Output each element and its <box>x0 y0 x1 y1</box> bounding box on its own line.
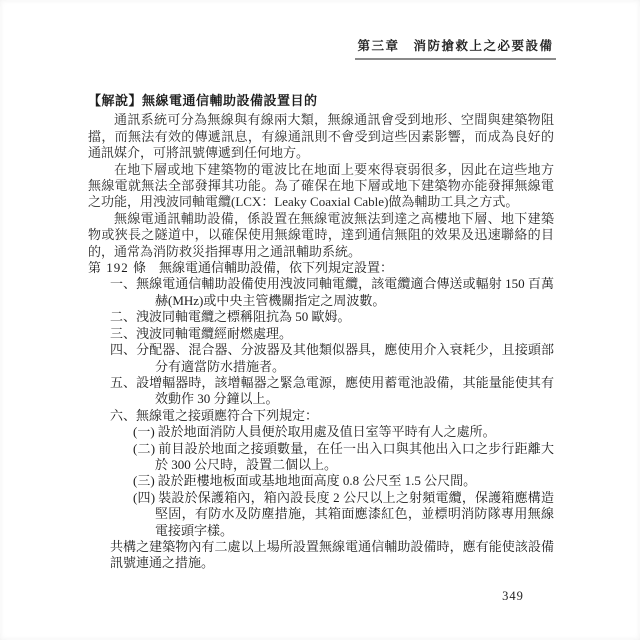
law-subitem-text: 前目設於地面之接頭數量，在任一出入口與其他出入口之步行距離大於 300 公尺時，設置二個以上。 <box>155 440 554 472</box>
article-number: 第 192 條 <box>88 260 148 276</box>
law-subitem-4 <box>88 490 554 539</box>
law-subitem-text: 設於距樓地板面或基地地面高度 0.8 公尺至 1.5 公尺間。 <box>157 473 477 489</box>
law-item-6 <box>88 408 554 424</box>
law-subitem-label: (三) <box>133 473 155 489</box>
law-subitem-label: (二) <box>133 440 156 456</box>
running-head-chapter-title: 第三章 消防搶救上之必要設備 <box>355 36 556 60</box>
law-item-5 <box>88 375 554 408</box>
law-item-text: 洩波同軸電纜之標稱阻抗為 50 歐姆。 <box>136 309 351 325</box>
explanation-heading: 【解說】無線電通信輔助設備設置目的 <box>88 93 318 108</box>
law-item-label: 六、 <box>110 407 137 423</box>
law-item-text: 分配器、混合器、分波器及其他類似器具，應使用介入衰耗少，且接頭部分有適當防水措施者。 <box>136 342 554 374</box>
law-item-label: 四、 <box>110 342 137 358</box>
law-item-label: 一、 <box>110 276 137 292</box>
explanation-paragraph: 在地下層或地下建築物的電波比在地面上要來得衰弱很多，因此在這些地方無線電就無法全部發揮其功能。為了確保在地下層或地下建築物亦能發揮無線電之功能，用洩波同軸電纜(LCX：Leaky Coaxial Cable)做為輔助工具之方式。 <box>88 161 554 210</box>
page-number: 349 <box>502 589 524 603</box>
law-item-label: 二、 <box>110 309 137 325</box>
law-item-text: 設增輻器時，該增輻器之緊急電源，應使用蓄電池設備，其能量能使其有效動作 30 分鐘以上。 <box>136 374 554 407</box>
law-subitem-label: (一) <box>133 424 155 440</box>
page-body <box>88 93 554 572</box>
law-item-label: 三、 <box>110 325 137 341</box>
explanation-paragraph: 通訊系統可分為無線與有線兩大類，無線通訊會受到地形、空間與建築物阻擋，而無法有效的傳遞訊息，有線通訊則不會受到這些因素影響，而成為良好的通訊媒介，可將訊號傳遞到任何地方。 <box>88 112 554 161</box>
law-item-1 <box>88 276 554 309</box>
law-subitem-2 <box>88 441 554 474</box>
law-item-text: 無線電通信輔助設備使用洩波同軸電纜，該電纜適合傳送或輻射 150 百萬赫(MHz)或中央主管機關指定之周波數。 <box>136 276 554 308</box>
law-subitem-label: (四) <box>133 489 156 505</box>
law-subitem-text: 裝設於保護箱內，箱內設長度 2 公尺以上之射頻電纜，保護箱應構造堅固，有防水及防塵措施，其箱面應漆紅色，並標明消防隊專用無線電接頭字樣。 <box>155 489 554 538</box>
article-closing-paragraph: 共構之建築物內有二處以上場所設置無線電通信輔助設備時，應有能使該設備訊號連通之措施。 <box>110 538 554 571</box>
law-item-text: 洩波同軸電纜經耐燃處理。 <box>136 325 293 341</box>
law-item-text: 無線電之接頭應符合下列規定： <box>136 407 319 423</box>
law-subitem-1 <box>88 424 554 440</box>
article-heading <box>88 260 554 276</box>
law-item-4 <box>88 342 554 375</box>
law-item-2 <box>88 309 554 325</box>
explanation-paragraph: 無線電通訊輔助設備，係設置在無線電波無法到達之高樓地下層、地下建築物或狹長之隧道中，以確保使用無線電時，達到通信無阻的效果及迅速聯絡的目的，通常為消防救災指揮專用之通訊輔助系統。 <box>88 210 554 259</box>
law-item-label: 五、 <box>110 374 137 390</box>
law-subitem-3 <box>88 473 554 489</box>
law-subitem-text: 設於地面消防人員便於取用處及值日室等平時有人之處所。 <box>157 424 496 440</box>
article-intro: 無線電通信輔助設備，依下列規定設置： <box>159 260 394 276</box>
law-item-3 <box>88 326 554 342</box>
